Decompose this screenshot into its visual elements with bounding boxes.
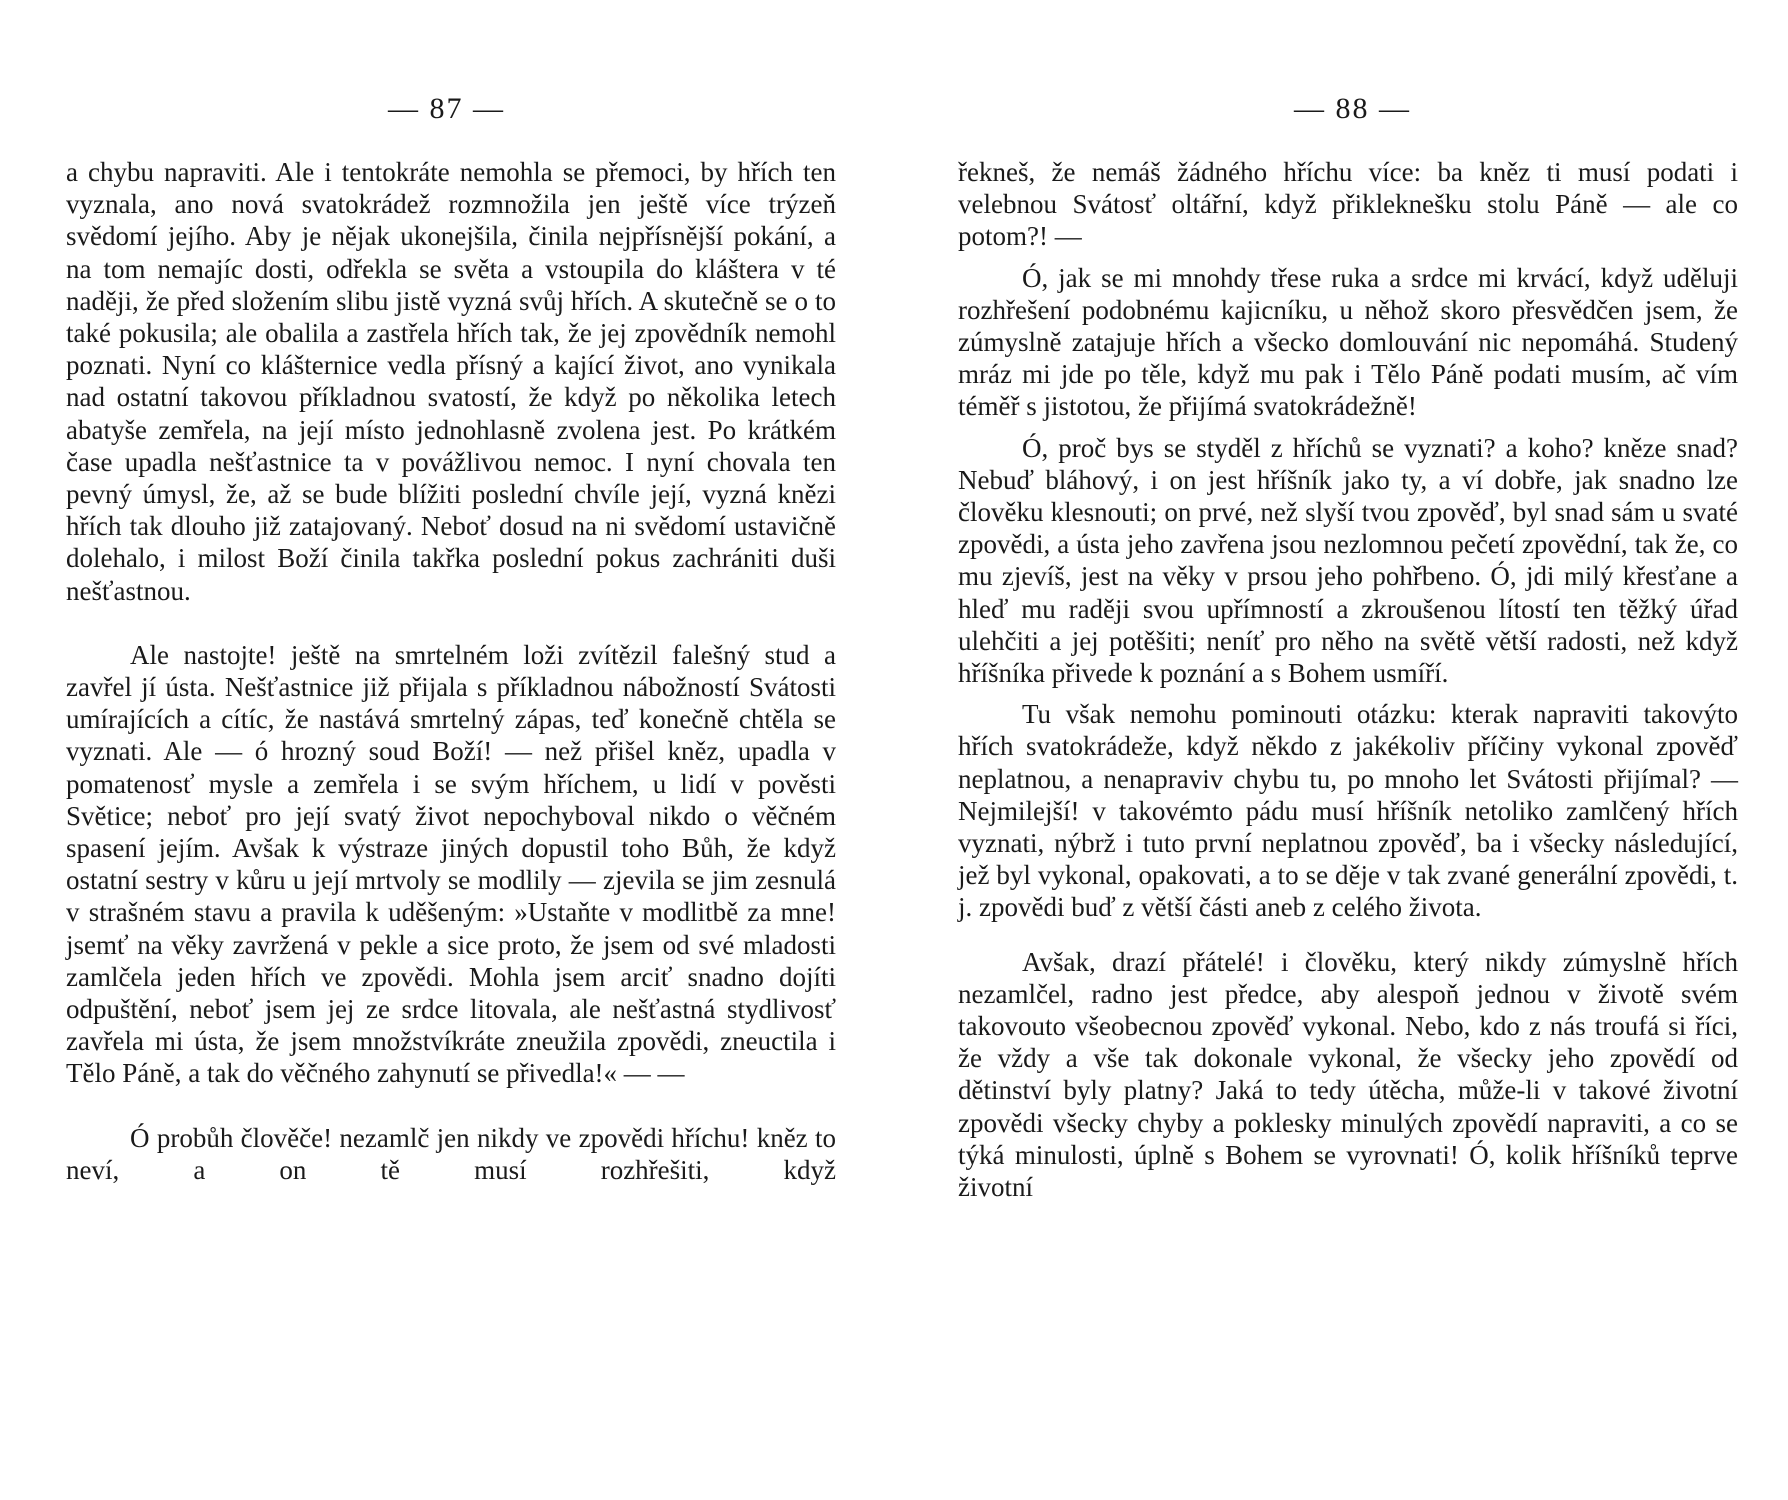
paragraph: Ó, jak se mi mnohdy třese ruka a srdce mi krvácí, když uděluji rozhřešení podobnému kajicníku, u něhož skoro přesvědčen jsem, že zúmyslně zatajuje hřích a všecko domlouvání nic nepomáhá. Studený mráz mi jde po těle, když mu pak i Tělo Páně podati musím, ač vím téměř s jistotou, že přijímá svatokrádežně! — [958, 262, 1738, 422]
paragraph: a chybu napraviti. Ale i tentokráte nemohla se přemoci, by hřích ten vyznala, ano nová svatokrádež rozmnožila jen ještě více trýzeň svědomí jejího. Aby je nějak ukonejšila, činila nejpřísnější pokání, a na tom nemajíc dosti, odřekla se světa a vstoupila do kláštera v té naději, že před složením slibu jistě vyzná svůj hřích. A skutečně se o to také pokusila; ale obalila a zastřela hřích tak, že jej zpovědník nemohl poznati. Nyní co klášternice vedla přísný a kající život, ano vynikala nad ostatní takovou příkladnou svatostí, že když po několika letech abatyše zemřela, na její místo jednohlasně zvolena jest. Po krátkém čase upadla nešťastnice ta v povážlivou nemoc. I nyní chovala ten pevný úmysl, že, až se bude blížiti poslední chvíle její, vyzná knězi hřích tak dlouho již zatajovaný. Neboť dosud na ni svědomí ustavičně dolehalo, i milost Boží činila takřka poslední pokus zachrániti duši nešťastnou. — [66, 157, 836, 606]
page-number-right: — 88 — — [1294, 92, 1411, 125]
right-page — [894, 0, 1788, 1500]
paragraph: Ó, proč bys se styděl z hříchů se vyznati? a koho? kněze snad? Nebuď bláhový, i on jest hříšník jako ty, a ví dobře, jak snadno lze člověku klesnouti; on prvé, než slyší tvou zpověď, byl snad sám u svaté zpovědi, a ústa jeho zavřena jsou nezlomnou pečetí zpovědní, tak že, co mu zjevíš, jest na věky v prsou jeho pohřbeno. Ó, jdi milý křesťane a hleď mu raději svou upřímností a zkroušenou lítostí ten těžký úřad ulehčiti a jej potěšiti; neníť pro něho na světě větší radosti, než když hříšníka přivede k poznání a s Bohem usmíří. — [958, 432, 1738, 689]
paragraph: řekneš, že nemáš žádného hříchu více: ba kněz ti musí podati i velebnou Svátosť oltářní, když přikleknešku stolu Páně — ale co potom?! — — [958, 157, 1738, 252]
right-page-text — [958, 156, 1738, 1203]
page-number-left: — 87 — — [388, 92, 505, 125]
paragraph: Avšak, drazí přátelé! i člověku, který nikdy zúmyslně hřích nezamlčel, radno jest předce, aby alespoň jednou v životě svém takovouto všeobecnou zpověď vykonal. Nebo, kdo z nás troufá si říci, že vždy a vše tak dokonale vykonal, že všecky jeho zpovědí od dětinství byly platny? Jaká to tedy útěcha, může-li v takové životní zpovědi všecky chyby a poklesky minulých zpovědí napraviti, a co se týká minulosti, úplně s Bohem se vyrovnati! Ó, kolik hříšníků teprve životní — [958, 946, 1738, 1203]
left-page-text — [66, 156, 836, 1186]
paragraph: Tu však nemohu pominouti otázku: kterak napraviti takovýto hřích svatokrádeže, když někdo z jakékoliv příčiny vykonal zpověď neplatnou, a nenapraviv chybu tu, po mnoho let Svátosti přijímal? — Nejmilejší! v takovémto pádu musí hříšník netoliko zamlčený hřích vyznati, nýbrž i tuto první neplatnou zpověď, ba i všecky následující, jež byl vykonal, opakovati, a to se děje v tak zvané generální zpovědi, t. j. zpovědi buď z větší části aneb z celého života. — [958, 699, 1738, 923]
paragraph: Ale nastojte! ještě na smrtelném loži zvítězil falešný stud a zavřel jí ústa. Nešťastnice již přijala s příkladnou nábožností Svátosti umírajících a cítíc, že nastává smrtelný zápas, teď konečně chtěla se vyznati. Ale — ó hrozný soud Boží! — než přišel kněz, upadla v pomatenosť mysle a zemřela i se svým hříchem, u lidí v pověsti Světice; neboť pro její svatý život nepochyboval nikdo o věčném spasení jejím. Avšak k výstraze jiných dopustil toho Bůh, že když ostatní sestry v kůru u její mrtvoly se modlily — zjevila se jim zesnulá v strašném stavu a pravila k uděšeným: »Ustaňte v modlitbě za mne! jsemť na věky zavržená v pekle a sice proto, že jsem od své mladosti zamlčela jeden hřích ve zpovědi. Mohla jsem arciť snadno dojíti odpuštění, neboť jsem jej ze srdce litovala, ale nešťastná stydlivosť zavřela mi ústa, že jsem množstvíkráte zneužila zpovědi, zneuctila i Tělo Páně, a tak do věčného zahynutí se přivedla!« — — — [66, 639, 836, 1089]
paragraph: Ó probůh člověče! nezamlč jen nikdy ve zpovědi hříchu! kněz to neví, a on tě musí rozhřešiti, když — [66, 1122, 836, 1185]
